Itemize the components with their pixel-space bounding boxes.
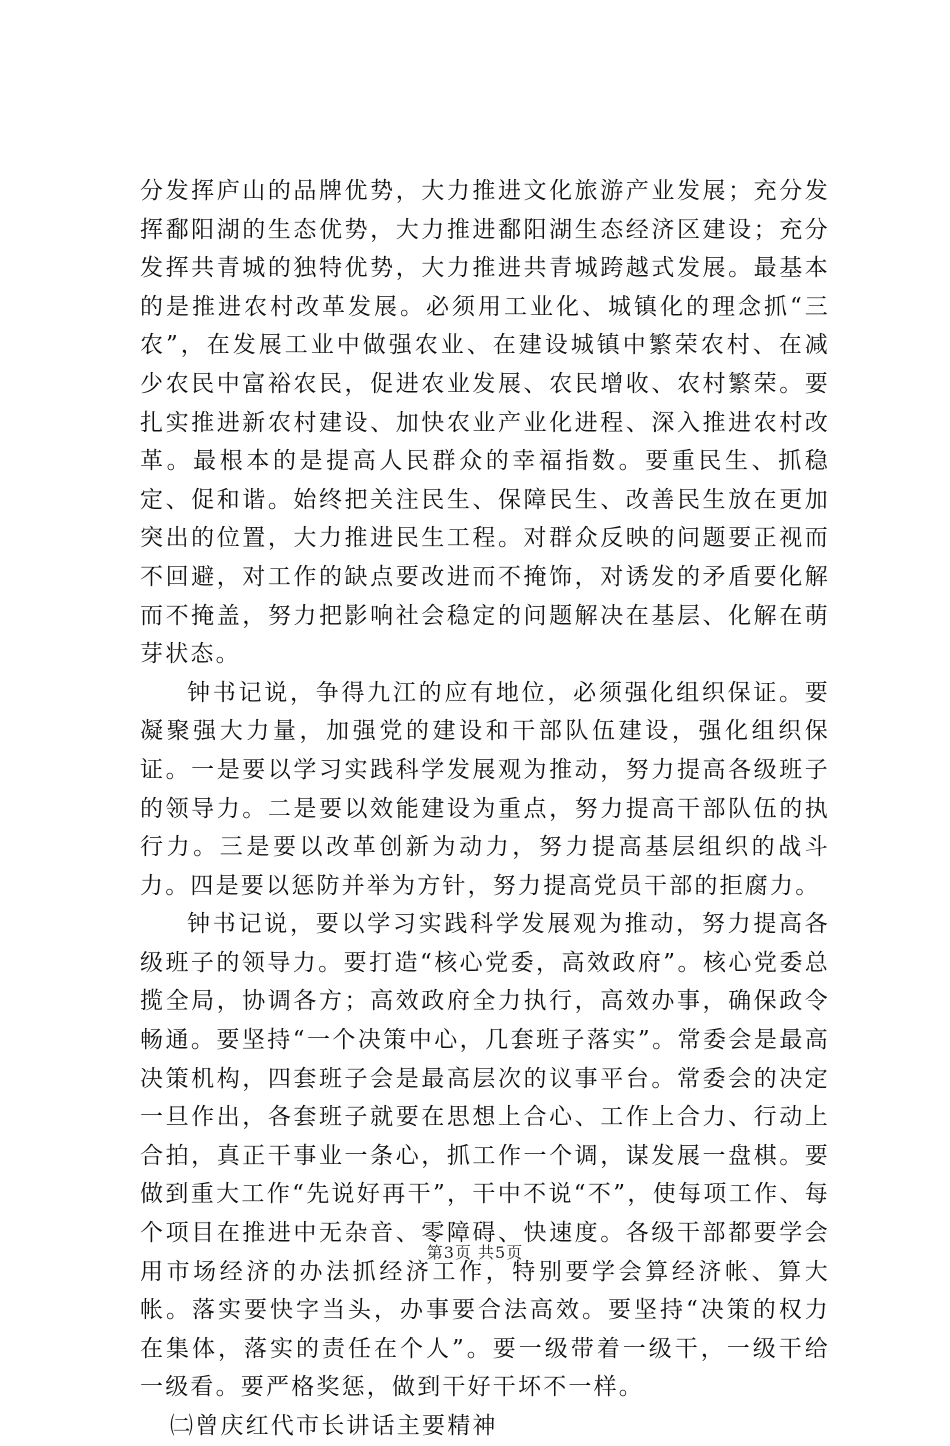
section-heading: ㈡曾庆红代市长讲话主要精神 — [170, 1413, 498, 1439]
page-footer: 第3页 共5页 — [426, 1243, 524, 1262]
paragraph-continued: 分发挥庐山的品牌优势，大力推进文化旅游产业发展；充分发挥鄱阳湖的生态优势，大力推进鄱阳湖生态经济区建设；充分发挥共青城的独特优势，大力推进共青城跨越式发展。最基本的是推进农村改革发展。必须用工业化、城镇化的理念抓“三农”，在发展工业中做强农业、在建设城镇中繁荣农村、在减少农民中富裕农民，促进农业发展、农民增收、农村繁荣。要扎实推进新农村建设、加快农业产业化进程、深入推进农村改革。最根本的是提高人民群众的幸福指数。要重民生、抓稳定、促和谐。始终把关注民生、保障民生、改善民生放在更加突出的位置，大力推进民生工程。对群众反映的问题要正视而不回避，对工作的缺点要改进而不掩饰，对诱发的矛盾要化解而不掩盖，努力把影响社会稳定的问题解决在基层、化解在萌芽状态。 — [140, 178, 830, 668]
paragraph-leadership: 钟书记说，要以学习实践科学发展观为推动，努力提高各级班子的领导力。要打造“核心党委，高效政府”。核心党委总揽全局，协调各方；高效政府全力执行，高效办事，确保政令畅通。要坚持“一个决策中心，几套班子落实”。常委会是最高决策机构，四套班子会是最高层次的议事平台。常委会的决定一旦作出，各套班子就要在思想上合心、工作上合力、行动上合拍，真正干事业一条心，抓工作一个调，谋发展一盘棋。要做到重大工作“先说好再干”，干中不说“不”，使每项工作、每个项目在推进中无杂音、零障碍、快速度。各级干部都要学会用市场经济的办法抓经济工作，特别要学会算经济帐、算大帐。落实要快字当头，办事要合法高效。要坚持“决策的权力在集体，落实的责任在个人”。要一级带着一级干，一级干给一级看。要严格奖惩，做到干好干坏不一样。 — [140, 911, 830, 1401]
paragraph-organization-guarantee: 钟书记说，争得九江的应有地位，必须强化组织保证。要凝聚强大力量，加强党的建设和干部队伍建设，强化组织保证。一是要以学习实践科学发展观为推动，努力提高各级班子的领导力。二是要以效能建设为重点，努力提高干部队伍的执行力。三是要以改革创新为动力，努力提高基层组织的战斗力。四是要以惩防并举为方针，努力提高党员干部的拒腐力。 — [140, 679, 830, 899]
